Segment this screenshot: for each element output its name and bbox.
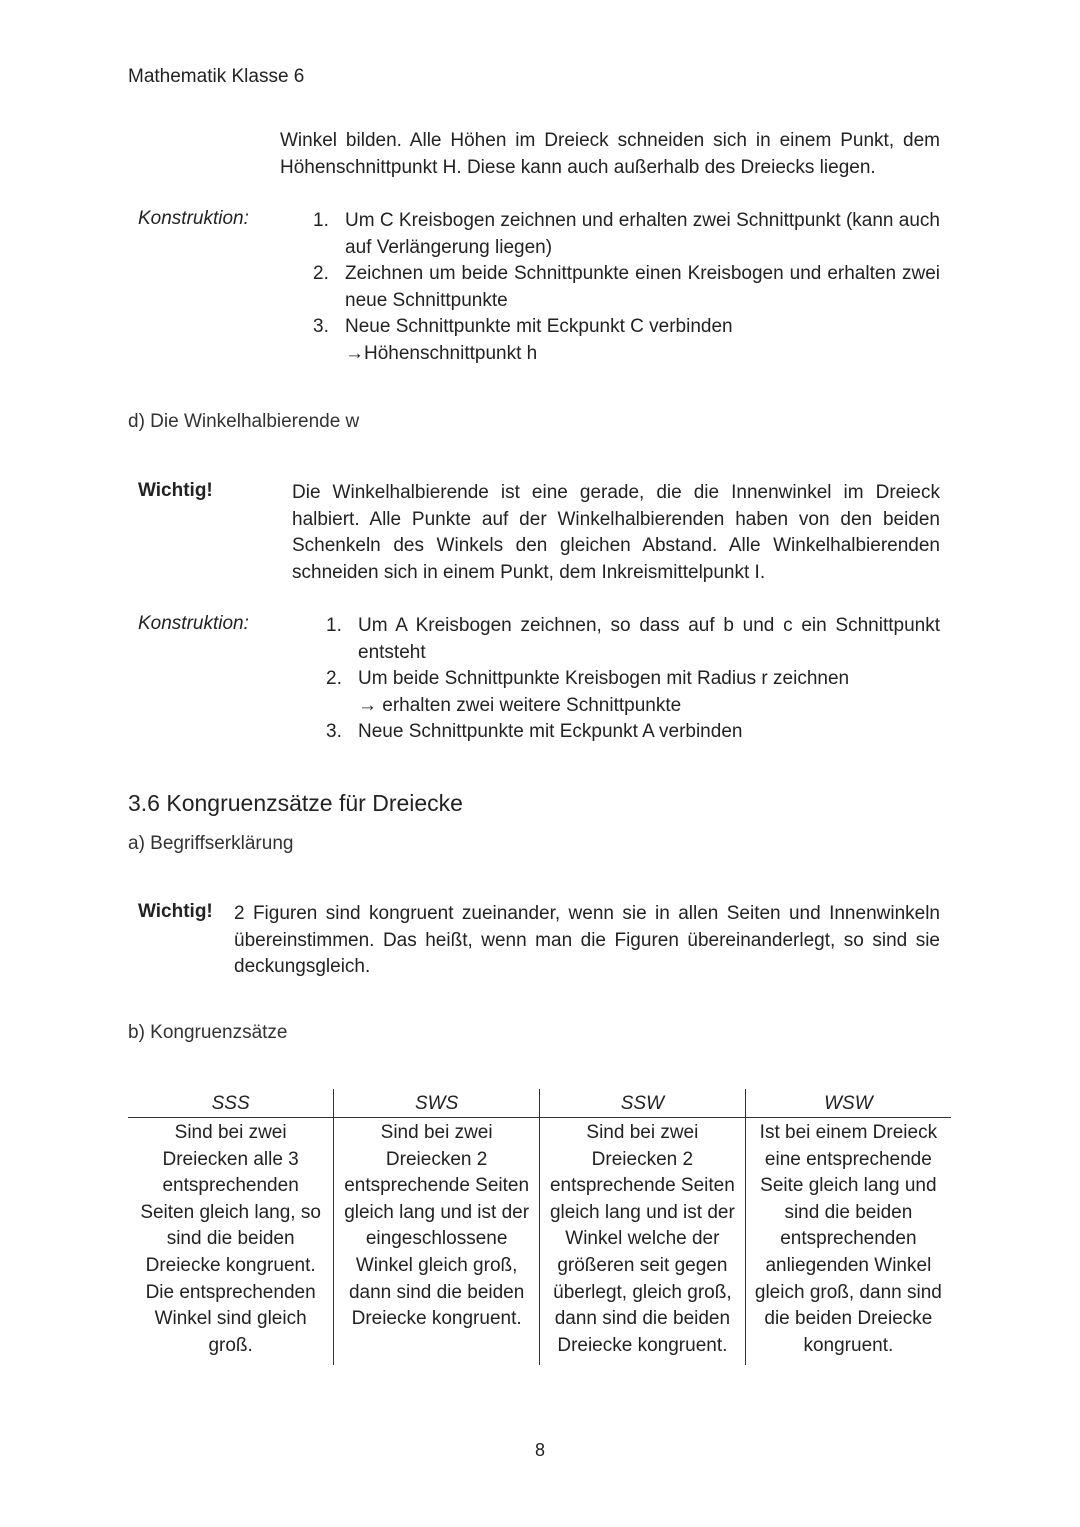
winkelhalbierende-construction-label: Konstruktion:: [138, 613, 249, 634]
kongruenz-important-text: 2 Figuren sind kongruent zueinander, wenn sie in allen Seiten und Innenwinkeln übereinstimmen. Das heißt, wenn man die Figuren übereinanderlegt, so sind sie deckungsgleich.: [234, 903, 940, 977]
table-cell-ssw: Sind bei zwei Dreiecken 2 entsprechende Seiten gleich lang und ist der Winkel welche der größeren seit gegen überlegt, gleich groß, dann sind die beiden Dreiecke kongruent.: [540, 1118, 746, 1366]
step-number: 2.: [313, 263, 329, 284]
step-text: Um beide Schnittpunkte Kreisbogen mit Radius r zeichnen: [358, 668, 850, 689]
kongruenz-important-label: Wichtig!: [138, 901, 213, 922]
section-title: 3.6 Kongruenzsätze für Dreiecke: [128, 790, 463, 816]
list-item: [326, 613, 940, 666]
list-item: [326, 666, 940, 719]
step-text: Um A Kreisbogen zeichnen, so dass auf b und c ein Schnittpunkt entsteht: [358, 615, 940, 663]
hoehen-intro-text: Winkel bilden. Alle Höhen im Dreieck schneiden sich in einem Punkt, dem Höhenschnittpunkt H. Diese kann auch außerhalb des Dreiecks liegen.: [280, 130, 940, 178]
table-header-row: [128, 1089, 951, 1118]
step-number: 1.: [326, 615, 342, 636]
step-number: 2.: [326, 668, 342, 689]
list-item: [313, 261, 940, 314]
step-number: 3.: [326, 721, 342, 742]
table-cell-sss: Sind bei zwei Dreiecken alle 3 entsprechenden Seiten gleich lang, so sind die beiden Dreiecke kongruent. Die entsprechenden Winkel sind gleich groß.: [140, 1122, 321, 1356]
winkelhalbierende-important-text: Die Winkelhalbierende ist eine gerade, die die Innenwinkel im Dreieck halbiert. Alle Punkte auf der Winkelhalbierenden haben von den beiden Schenkeln des Winkels den gleichen Abstand. Alle Winkelhalbierenden schneiden sich in einem Punkt, dem Inkreismittelpunkt I.: [292, 482, 940, 583]
table-row: [128, 1118, 951, 1366]
table-header-wsw: WSW: [745, 1089, 951, 1118]
page-header-title: Mathematik Klasse 6: [128, 66, 305, 87]
list-item: [313, 208, 940, 261]
table-header-sws: SWS: [334, 1089, 540, 1118]
step-text: Neue Schnittpunkte mit Eckpunkt C verbinden: [345, 316, 733, 337]
step-text: Neue Schnittpunkte mit Eckpunkt A verbinden: [358, 721, 743, 742]
step-text: Um C Kreisbogen zeichnen und erhalten zwei Schnittpunkt (kann auch auf Verlängerung liegen): [345, 210, 940, 258]
page-number: 8: [534, 1440, 545, 1460]
kongruenz-table: [128, 1089, 951, 1365]
kongruenzsaetze-heading: b) Kongruenzsätze: [128, 1022, 288, 1043]
list-item: [326, 719, 940, 746]
table-cell-wsw: Ist bei einem Dreieck eine entsprechende Seite gleich lang und sind die beiden entsprechenden anliegenden Winkel gleich groß, dann sind die beiden Dreiecke kongruent.: [745, 1118, 951, 1366]
winkelhalbierende-important-label: Wichtig!: [138, 480, 213, 501]
winkelhalbierende-steps-list: [326, 613, 940, 746]
table-header-sss: SSS: [128, 1089, 334, 1118]
step-result: → erhalten zwei weitere Schnittpunkte: [358, 694, 682, 716]
list-item: [313, 314, 940, 367]
winkelhalbierende-heading: d) Die Winkelhalbierende w: [128, 411, 360, 432]
begriffserklaerung-heading: a) Begriffserklärung: [128, 833, 294, 854]
step-number: 3.: [313, 316, 329, 337]
table-cell-sws: Sind bei zwei Dreiecken 2 entsprechende Seiten gleich lang und ist der eingeschlossene Winkel gleich groß, dann sind die beiden Dreiecke kongruent.: [334, 1118, 540, 1366]
step-text: Zeichnen um beide Schnittpunkte einen Kreisbogen und erhalten zwei neue Schnittpunkte: [345, 263, 940, 311]
table-header-ssw: SSW: [540, 1089, 746, 1118]
hoehen-steps-list: [313, 208, 940, 367]
step-number: 1.: [313, 210, 329, 231]
hoehen-construction-label: Konstruktion:: [138, 208, 249, 229]
step-result: →Höhenschnittpunkt h: [345, 342, 538, 364]
